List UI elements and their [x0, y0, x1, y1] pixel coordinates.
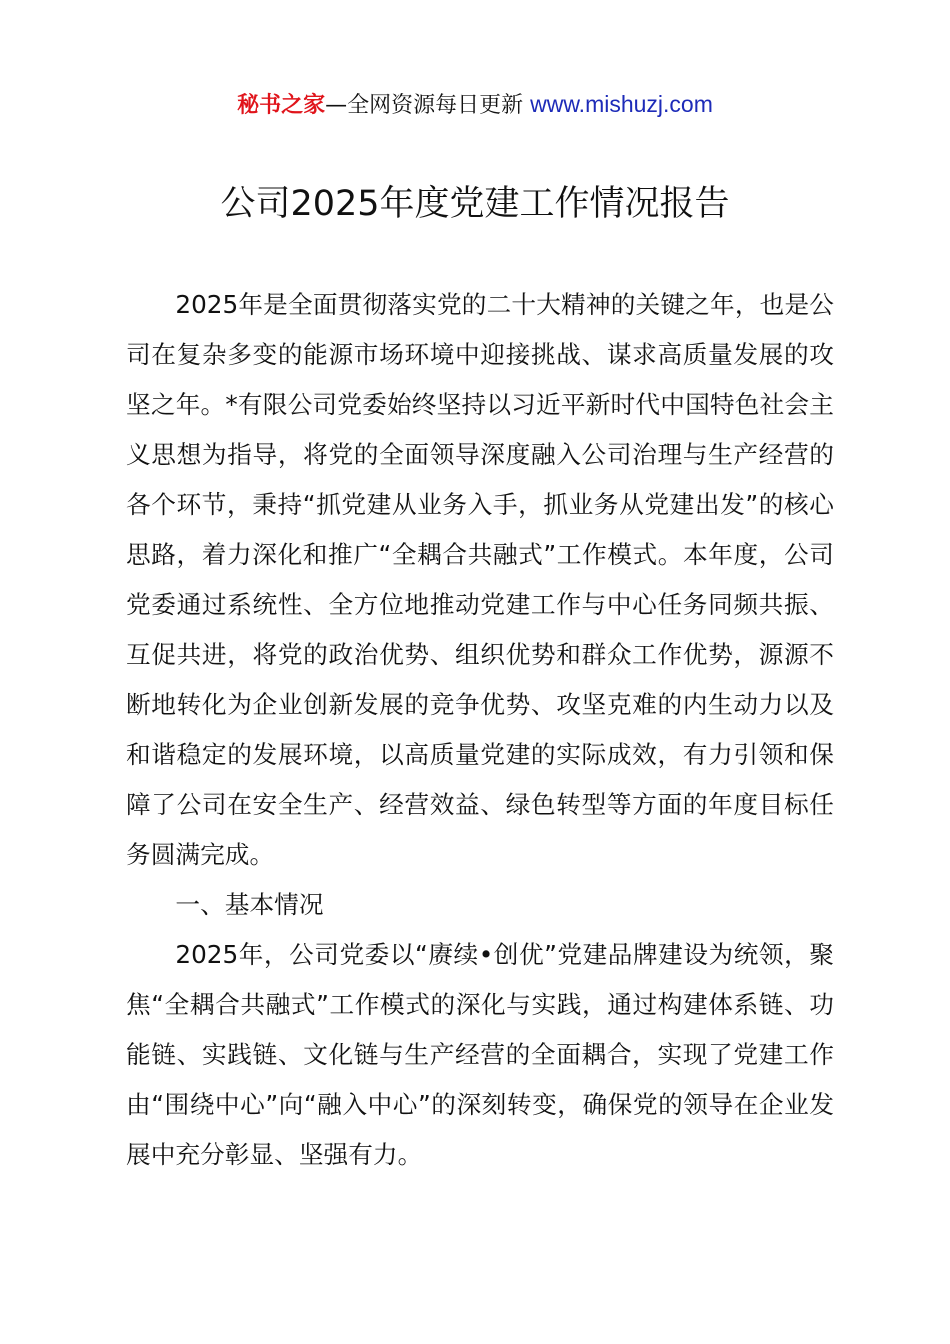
header-tagline: —全网资源每日更新 [325, 93, 531, 118]
section-heading-basic-situation: 一、基本情况 [175, 890, 324, 919]
watermark-header [0, 88, 950, 122]
section-paragraph-basic-situation: 2025年，公司党委以“赓续•创优”党建品牌建设为统领，聚焦“全耦合共融式”工作模式的深化与实践，通过构建体系链、功能链、实践链、文化链与生产经营的全面耦合，实现了党建工作由“围绕中心”向“融入中心”的深刻转变，确保党的领导在企业发展中充分彰显、坚强有力。 [126, 940, 834, 1169]
intro-paragraph: 2025年是全面贯彻落实党的二十大精神的关键之年，也是公司在复杂多变的能源市场环境中迎接挑战、谋求高质量发展的攻坚之年。*有限公司党委始终坚持以习近平新时代中国特色社会主义思想为指导，将党的全面领导深度融入公司治理与生产经营的各个环节，秉持“抓党建从业务入手，抓业务从党建出发”的核心思路，着力深化和推广“全耦合共融式”工作模式。本年度，公司党委通过系统性、全方位地推动党建工作与中心任务同频共振、互促共进，将党的政治优势、组织优势和群众工作优势，源源不断地转化为企业创新发展的竞争优势、攻坚克难的内生动力以及和谐稳定的发展环境，以高质量党建的实际成效，有力引领和保障了公司在安全生产、经营效益、绿色转型等方面的年度目标任务圆满完成。 [126, 290, 834, 869]
header-url-link[interactable]: www.mishuzj.com [530, 91, 713, 117]
document-body [126, 280, 834, 1180]
brand-name: 秘书之家 [237, 93, 326, 118]
document-title: 公司2025年度党建工作情况报告 [220, 184, 730, 224]
